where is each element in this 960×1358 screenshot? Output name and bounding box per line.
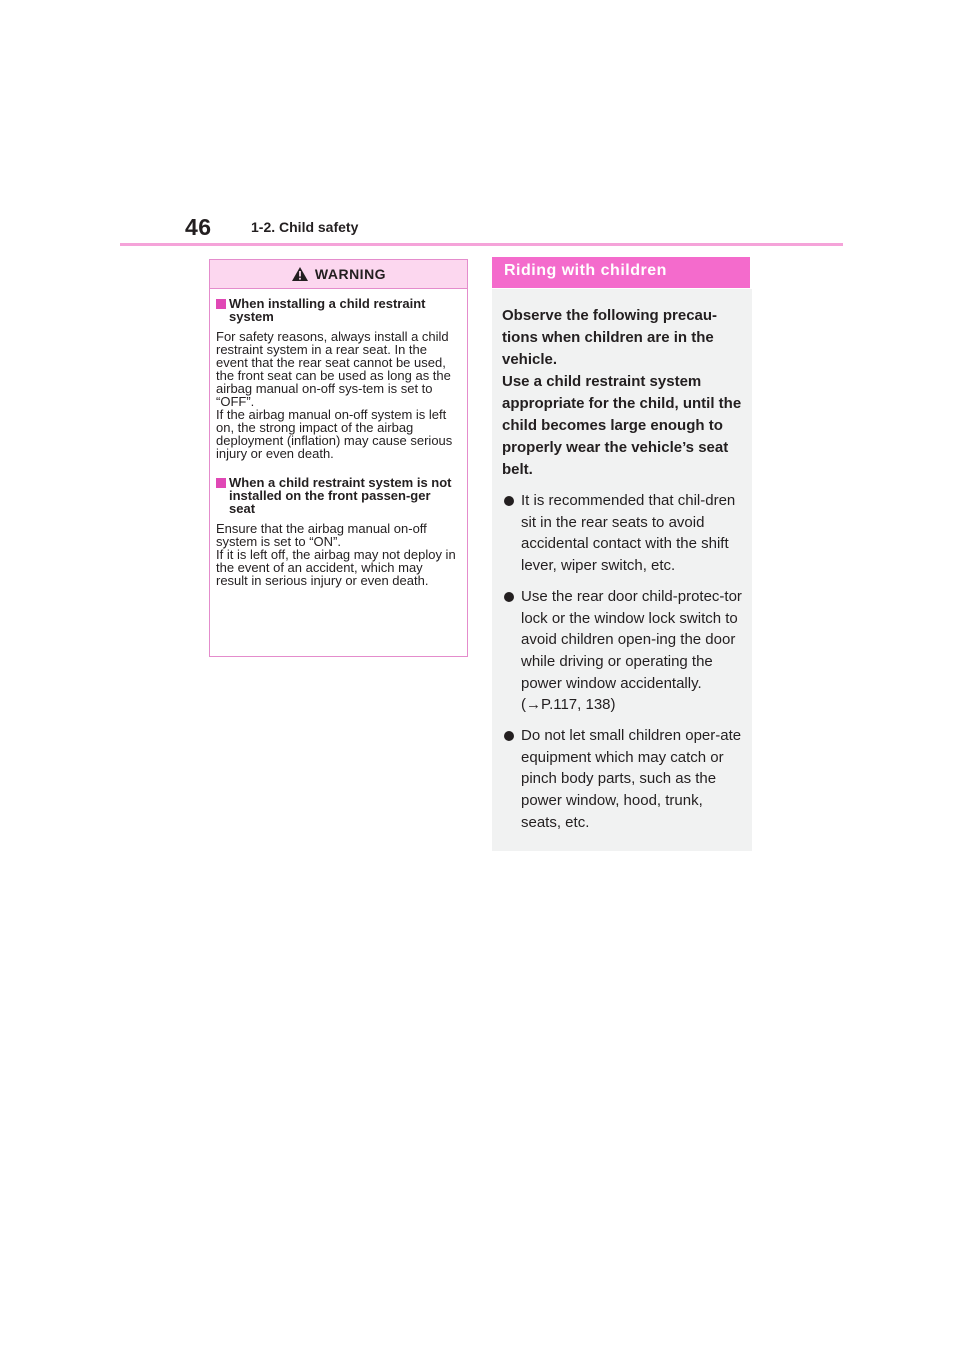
list-item: Use the rear door child-protec-tor lock or the window lock switch to avoid children open-ing the door while driving or operating the power window accidentally. (→P.117, 138) — [502, 586, 742, 716]
warning-paragraph: If it is left off, the airbag may not deploy in the event of an accident, which may result in serious injury or even death. — [216, 547, 456, 588]
header-rule — [120, 243, 843, 246]
intro-paragraph: Observe the following precau-tions when children are in the vehicle. — [502, 307, 718, 368]
precaution-list — [502, 490, 742, 834]
list-item: It is recommended that chil-dren sit in the rear seats to avoid accidental contact with the shift lever, wiper switch, etc. — [502, 490, 742, 577]
bullet-dot-icon — [504, 496, 514, 506]
bullet-dot-icon — [504, 731, 514, 741]
intro-paragraph: Use a child restraint system appropriate for the child, until the child becomes large enough to properly wear the vehicle’s seat belt. — [502, 373, 742, 478]
pink-square-icon — [216, 478, 226, 488]
list-item: Do not let small children oper-ate equipment which may catch or pinch body parts, such as the power window, hood, trunk, seats, etc. — [502, 725, 742, 834]
warning-paragraph: For safety reasons, always install a child restraint system in a rear seat. In the event that the rear seat cannot be used, the front seat can be used as long as the airbag manual on-off sys-tem is set to “OFF”. — [216, 329, 451, 409]
pink-square-icon — [216, 299, 226, 309]
warning-triangle-icon — [291, 266, 309, 282]
riding-with-children-heading: Riding with children — [492, 257, 750, 288]
warning-box — [209, 259, 468, 657]
page-number: 46 — [185, 214, 212, 240]
warning-paragraph: Ensure that the airbag manual on-off system is set to “ON”. — [216, 521, 427, 549]
riding-with-children-panel — [492, 289, 752, 851]
warning-title: WARNING — [314, 266, 387, 282]
warning-body — [210, 289, 467, 587]
warning-item-heading: When installing a child restraint system — [216, 297, 457, 323]
warning-header — [210, 260, 467, 289]
bullet-dot-icon — [504, 592, 514, 602]
warning-item-heading: When a child restraint system is not installed on the front passen-ger seat — [216, 476, 457, 515]
warning-paragraph: If the airbag manual on-off system is left on, the strong impact of the airbag deployment (inflation) may cause serious injury or even death. — [216, 407, 453, 461]
section-title: 1-2. Child safety — [251, 219, 359, 235]
